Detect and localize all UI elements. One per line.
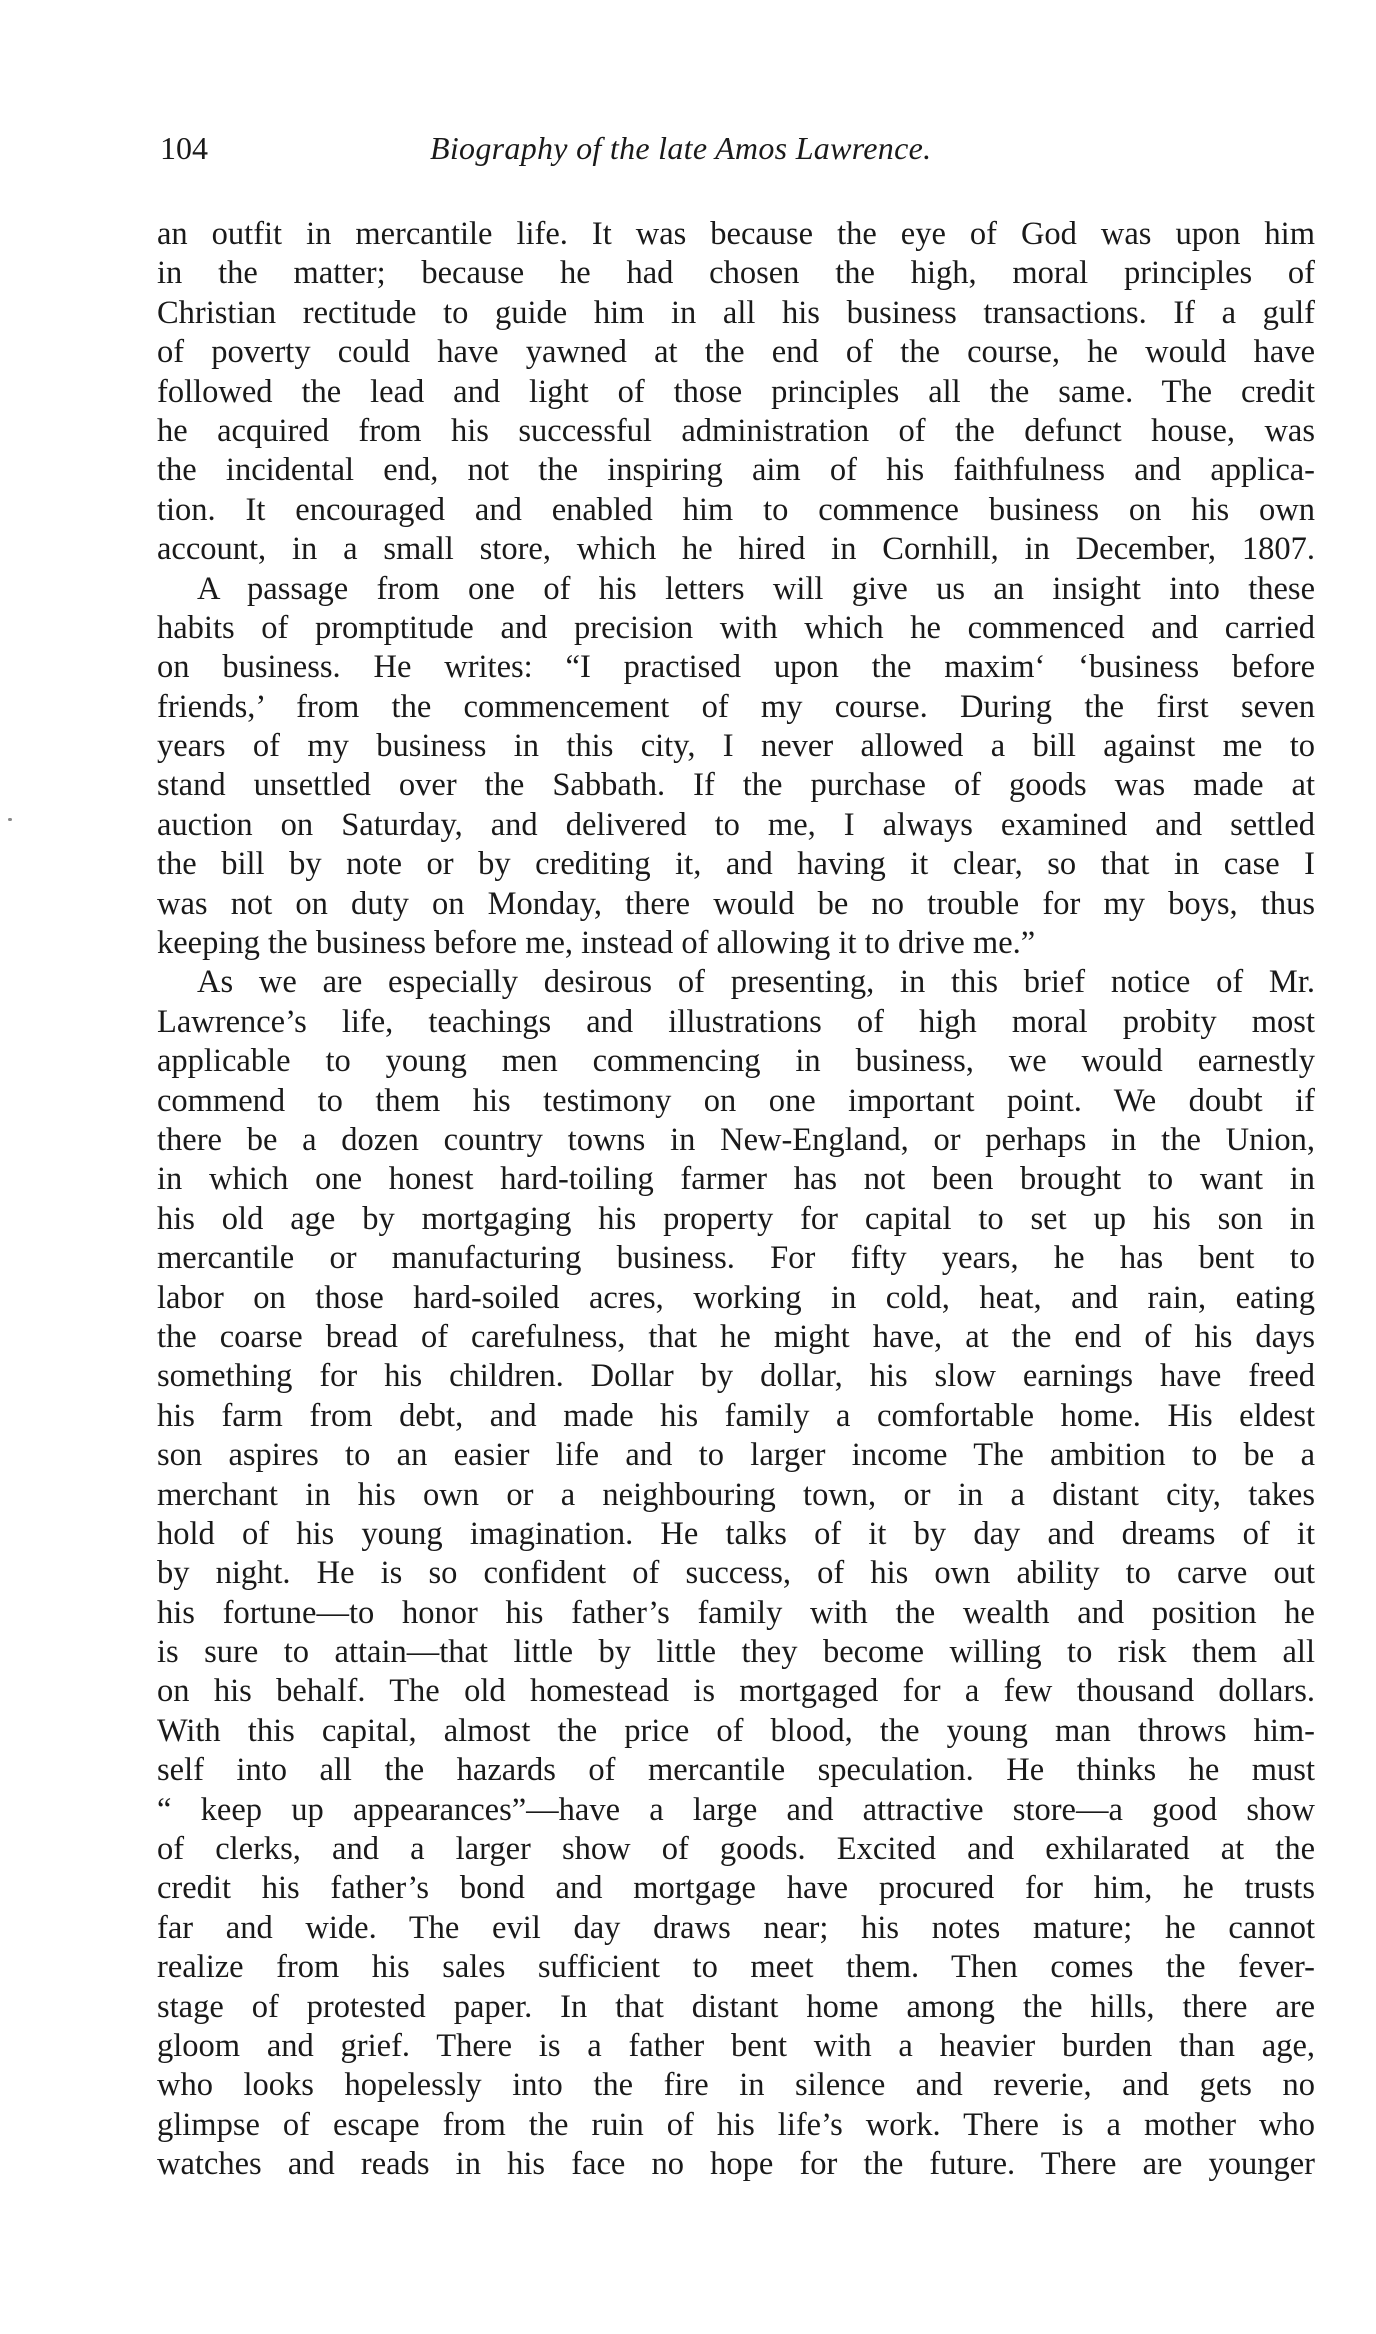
text-line: auction on Saturday, and delivered to me, I always examined and settled bbox=[157, 806, 1315, 843]
text-line: of poverty could have yawned at the end of the course, he would have bbox=[157, 334, 1315, 371]
text-line: credit his father’s bond and mortgage have procured for him, he trusts bbox=[157, 1870, 1315, 1907]
page-header bbox=[160, 128, 1318, 178]
text-line: the incidental end, not the inspiring aim of his faithfulness and applica- bbox=[157, 452, 1315, 489]
text-line: stand unsettled over the Sabbath. If the purchase of goods was made at bbox=[157, 767, 1315, 804]
text-line: the bill by note or by crediting it, and having it clear, so that in case I bbox=[157, 846, 1315, 883]
text-line: was not on duty on Monday, there would be no trouble for my boys, thus bbox=[157, 885, 1315, 922]
text-line: mercantile or manufacturing business. For fifty years, he has bent to bbox=[157, 1240, 1315, 1277]
text-line: on business. He writes: “I practised upon the maxim‘ ‘business before bbox=[157, 649, 1315, 686]
text-line: applicable to young men commencing in business, we would earnestly bbox=[157, 1043, 1315, 1080]
text-line: Lawrence’s life, teachings and illustrations of high moral probity most bbox=[157, 1003, 1315, 1040]
text-line: With this capital, almost the price of blood, the young man throws him- bbox=[157, 1712, 1315, 1749]
text-line: an outfit in mercantile life. It was because the eye of God was upon him bbox=[157, 216, 1315, 252]
text-line: Christian rectitude to guide him in all his business transactions. If a gulf bbox=[157, 294, 1315, 331]
text-line: is sure to attain—that little by little they become willing to risk them all bbox=[157, 1634, 1315, 1671]
text-line: there be a dozen country towns in New-England, or perhaps in the Union, bbox=[157, 1121, 1315, 1158]
paragraph-first-line: As we are especially desirous of presenting, in this brief notice of Mr. bbox=[197, 964, 1315, 1001]
text-line: account, in a small store, which he hired in Cornhill, in December, 1807. bbox=[157, 531, 1315, 568]
text-line: hold of his young imagination. He talks of it by day and dreams of it bbox=[157, 1515, 1315, 1552]
text-line: realize from his sales sufficient to meet them. Then comes the fever- bbox=[157, 1949, 1315, 1986]
text-line: watches and reads in his face no hope for the future. There are younger bbox=[157, 2146, 1315, 2183]
text-line: gloom and grief. There is a father bent with a heavier burden than age, bbox=[157, 2027, 1315, 2064]
paragraph-first-line: A passage from one of his letters will give us an insight into these bbox=[197, 570, 1315, 607]
text-line: he acquired from his successful administration of the defunct house, was bbox=[157, 412, 1315, 449]
text-line: son aspires to an easier life and to larger income The ambition to be a bbox=[157, 1437, 1315, 1474]
text-line: friends,’ from the commencement of my course. During the first seven bbox=[157, 688, 1315, 725]
text-line: followed the lead and light of those principles all the same. The credit bbox=[157, 373, 1315, 410]
text-line: merchant in his own or a neighbouring town, or in a distant city, takes bbox=[157, 1476, 1315, 1513]
text-line: commend to them his testimony on one important point. We doubt if bbox=[157, 1082, 1315, 1119]
text-line: his fortune—to honor his father’s family with the wealth and position he bbox=[157, 1594, 1315, 1631]
text-line: on his behalf. The old homestead is mortgaged for a few thousand dollars. bbox=[157, 1673, 1315, 1710]
text-line: who looks hopelessly into the fire in silence and reverie, and gets no bbox=[157, 2067, 1315, 2104]
text-line: stage of protested paper. In that distant home among the hills, there are bbox=[157, 1988, 1315, 2025]
text-line: his old age by mortgaging his property for capital to set up his son in bbox=[157, 1200, 1315, 1237]
running-title: Biography of the late Amos Lawrence. bbox=[430, 130, 932, 166]
text-line: of clerks, and a larger show of goods. Excited and exhilarated at the bbox=[157, 1831, 1315, 1868]
paragraph-last-line: keeping the business before me, instead of allowing it to drive me.” bbox=[157, 925, 1036, 962]
body-text bbox=[157, 215, 1315, 2185]
text-line: far and wide. The evil day draws near; his notes mature; he cannot bbox=[157, 1909, 1315, 1946]
text-line: “ keep up appearances”—have a large and attractive store—a good show bbox=[157, 1791, 1315, 1828]
text-line: in the matter; because he had chosen the high, moral principles of bbox=[157, 255, 1315, 292]
text-line: labor on those hard-soiled acres, working in cold, heat, and rain, eating bbox=[157, 1279, 1315, 1316]
text-line: in which one honest hard-toiling farmer has not been brought to want in bbox=[157, 1161, 1315, 1198]
text-line: something for his children. Dollar by dollar, his slow earnings have freed bbox=[157, 1358, 1315, 1395]
text-line: tion. It encouraged and enabled him to commence business on his own bbox=[157, 491, 1315, 528]
text-line: years of my business in this city, I never allowed a bill against me to bbox=[157, 728, 1315, 765]
text-line: his farm from debt, and made his family a comfortable home. His eldest bbox=[157, 1397, 1315, 1434]
text-line: habits of promptitude and precision with which he commenced and carried bbox=[157, 609, 1315, 646]
page-number: 104 bbox=[160, 130, 208, 166]
text-line: by night. He is so confident of success, of his own ability to carve out bbox=[157, 1555, 1315, 1592]
text-line: the coarse bread of carefulness, that he might have, at the end of his days bbox=[157, 1318, 1315, 1355]
text-line: self into all the hazards of mercantile speculation. He thinks he must bbox=[157, 1752, 1315, 1789]
text-line: glimpse of escape from the ruin of his life’s work. There is a mother who bbox=[157, 2106, 1315, 2143]
paper-speck bbox=[8, 818, 12, 821]
